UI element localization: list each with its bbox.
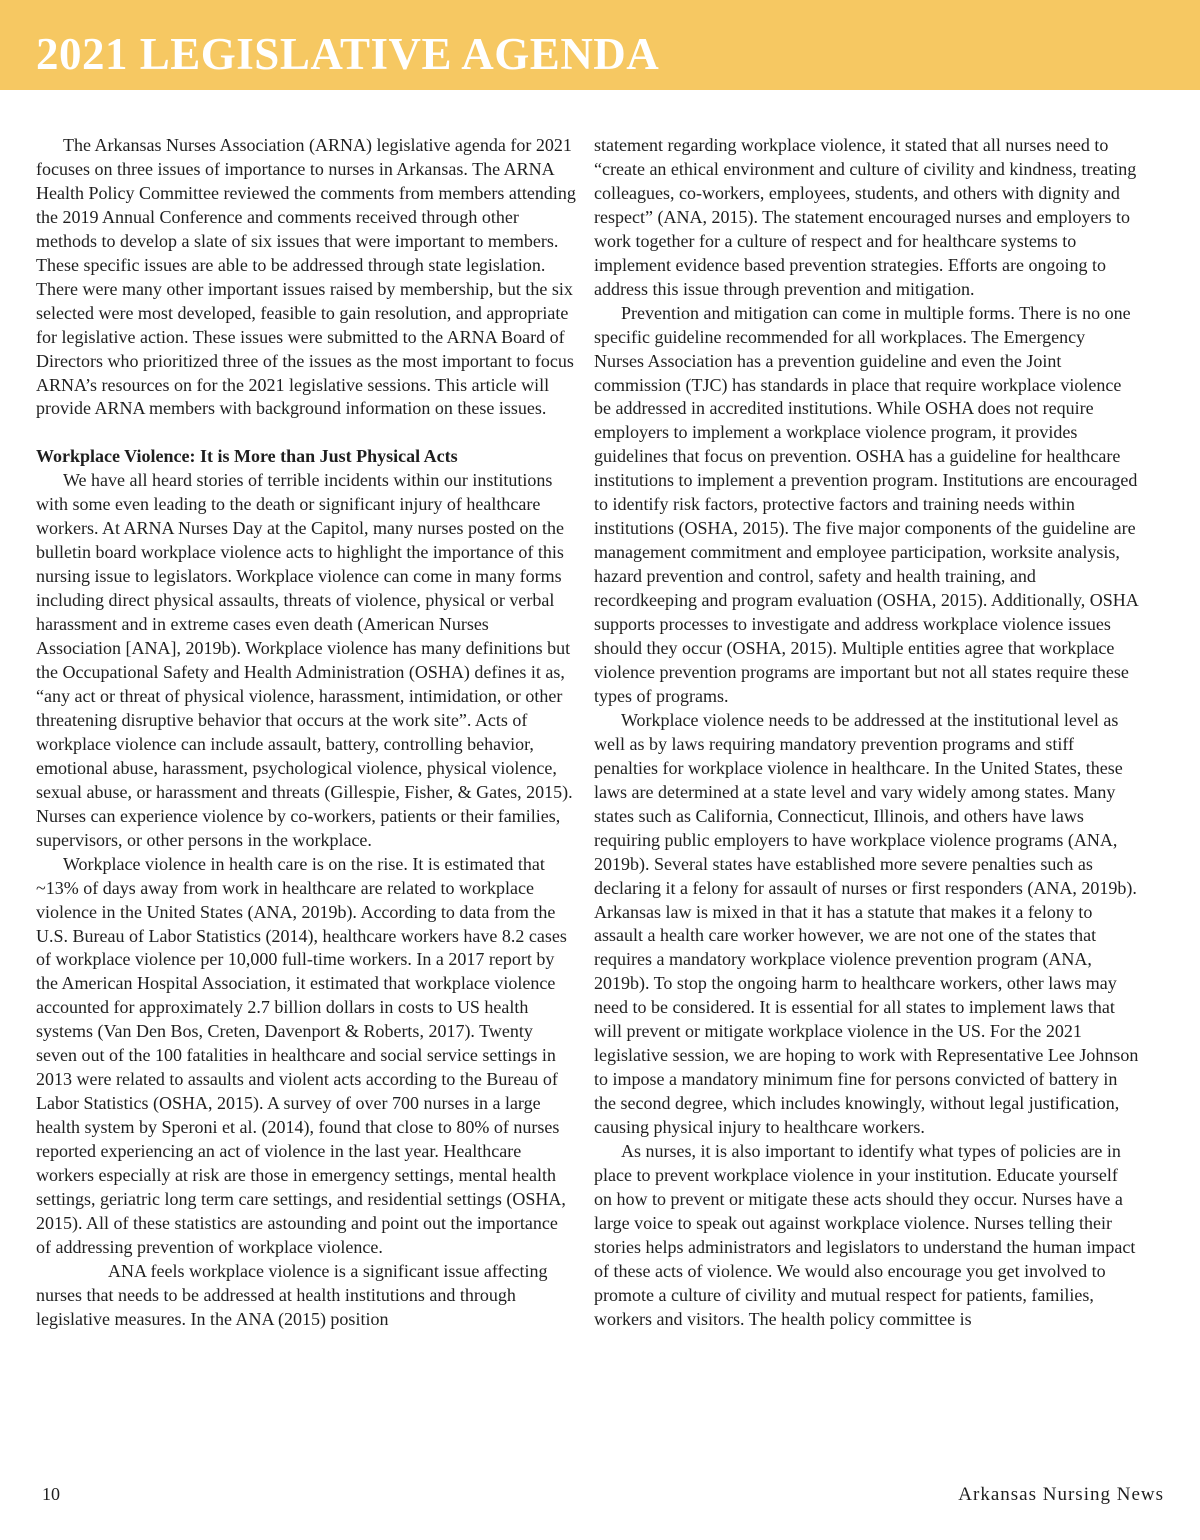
left-column xyxy=(36,134,576,1479)
right-column xyxy=(594,134,1139,1479)
intro-paragraph: The Arkansas Nurses Association (ARNA) legislative agenda for 2021 focuses on three issues of importance to nurses in Arkansas. The ARNA Health Policy Committee reviewed the comments from members attending the 2019 Annual Conference and comments received through other methods to develop a slate of six issues that were important to members. These specific issues are able to be addressed through state legislation. There were many other important issues raised by membership, but the six selected were most developed, feasible to gain resolution, and appropriate for legislative action. These issues were submitted to the ARNA Board of Directors who prioritized three of the issues as the most important to focus ARNA’s resources on for the 2021 legislative sessions. This article will provide ARNA members with background information on these issues. xyxy=(36,135,576,419)
page-number: 10 xyxy=(42,1484,60,1504)
publication-name: Arkansas Nursing News xyxy=(958,1484,1164,1505)
body-paragraph: statement regarding workplace violence, it stated that all nurses need to “create an ethical environment and culture of civility and kindness, treating colleagues, co-workers, employees, students, and others with dignity and respect” (ANA, 2015). The statement encouraged nurses and employers to work together for a culture of respect and for healthcare systems to implement evidence based prevention strategies. Efforts are ongoing to address this issue through prevention and mitigation. xyxy=(594,135,1137,299)
section-heading: Workplace Violence: It is More than Just Physical Acts xyxy=(36,446,458,467)
body-paragraph: Workplace violence needs to be addressed at the institutional level as well as by laws requiring mandatory prevention programs and stiff penalties for workplace violence in healthcare. In the United States, these laws are determined at a state level and vary widely among states. Many states such as California, Connecticut, Illinois, and others have laws requiring public employers to have workplace violence programs (ANA, 2019b). Several states have established more severe penalties such as declaring it a felony for assault of nurses or first responders (ANA, 2019b). Arkansas law is mixed in that it has a statute that makes it a felony to assault a health care worker however, we are not one of the states that requires a mandatory workplace violence prevention program (ANA, 2019b). To stop the ongoing harm to healthcare workers, other laws may need to be considered. It is essential for all states to implement laws that will prevent or mitigate workplace violence in the US. For the 2021 legislative session, we are hoping to work with Representative Lee Johnson to impose a mandatory minimum fine for persons convicted of battery in the second degree, which includes knowingly, without legal justification, causing physical injury to healthcare workers. xyxy=(594,709,1139,1138)
body-paragraph: As nurses, it is also important to identify what types of policies are in place to prevent workplace violence in your institution. Educate yourself on how to prevent or mitigate these acts should they occur. Nurses have a large voice to speak out against workplace violence. Nurses telling their stories helps administrators and legislators to understand the human impact of these acts of violence. We would also encourage you get involved to promote a culture of civility and mutual respect for patients, families, workers and visitors. The health policy committee is xyxy=(594,1141,1136,1329)
body-paragraph: Workplace violence in health care is on the rise. It is estimated that ~13% of days away from work in healthcare are related to workplace violence in the United States (ANA, 2019b). According to data from the U.S. Bureau of Labor Statistics (2014), healthcare workers have 8.2 cases of workplace violence per 10,000 full-time workers. In a 2017 report by the American Hospital Association, it estimated that workplace violence accounted for approximately 2.7 billion dollars in costs to US health systems (Van Den Bos, Creten, Davenport & Roberts, 2017). Twenty seven out of the 100 fatalities in healthcare and social service settings in 2013 were related to assaults and violent acts according to the Bureau of Labor Statistics (OSHA, 2015). A survey of over 700 nurses in a large health system by Speroni et al. (2014), found that close to 80% of nurses reported experiencing an act of violence in the last year. Healthcare workers especially at risk are those in emergency settings, mental health settings, geriatric long term care settings, and residential settings (OSHA, 2015). All of these statistics are astounding and point out the importance of addressing prevention of workplace violence. xyxy=(36,853,567,1257)
body-paragraph: ANA feels workplace violence is a significant issue affecting nurses that needs to be addressed at health institutions and through legislative measures. In the ANA (2015) position xyxy=(36,1260,548,1329)
body-paragraph: Prevention and mitigation can come in multiple forms. There is no one specific guideline recommended for all workplaces. The Emergency Nurses Association has a prevention guideline and even the Joint commission (TJC) has standards in place that require workplace violence be addressed in accredited institutions. While OSHA does not require employers to implement a workplace violence program, it provides guidelines that focus on prevention. OSHA has a guideline for healthcare institutions to implement a prevention program. Institutions are encouraged to identify risk factors, protective factors and training needs within institutions (OSHA, 2015). The five major components of the guideline are management commitment and employee participation, worksite analysis, hazard prevention and control, safety and health training, and recordkeeping and program evaluation (OSHA, 2015). Additionally, OSHA supports processes to investigate and address workplace violence issues should they occur (OSHA, 2015). Multiple entities agree that workplace violence prevention programs are important but not all states require these types of programs. xyxy=(594,302,1138,706)
body-paragraph: We have all heard stories of terrible incidents within our institutions with some even leading to the death or significant injury of healthcare workers. At ARNA Nurses Day at the Capitol, many nurses posted on the bulletin board workplace violence acts to highlight the importance of this nursing issue to legislators. Workplace violence can come in many forms including direct physical assaults, threats of violence, physical or verbal harassment and in extreme cases even death (American Nurses Association [ANA], 2019b). Workplace violence has many definitions but the Occupational Safety and Health Administration (OSHA) defines it as, “any act or threat of physical violence, harassment, intimidation, or other threatening disruptive behavior that occurs at the work site”. Acts of workplace violence can include assault, battery, controlling behavior, emotional abuse, harassment, psychological violence, physical violence, sexual abuse, or harassment and threats (Gillespie, Fisher, & Gates, 2015). Nurses can experience violence by co-workers, patients or their families, supervisors, or other persons in the workplace. xyxy=(36,470,573,850)
page-title: 2021 LEGISLATIVE AGENDA xyxy=(36,29,660,79)
paragraph-spacer xyxy=(36,421,576,445)
header-banner xyxy=(0,0,1200,90)
